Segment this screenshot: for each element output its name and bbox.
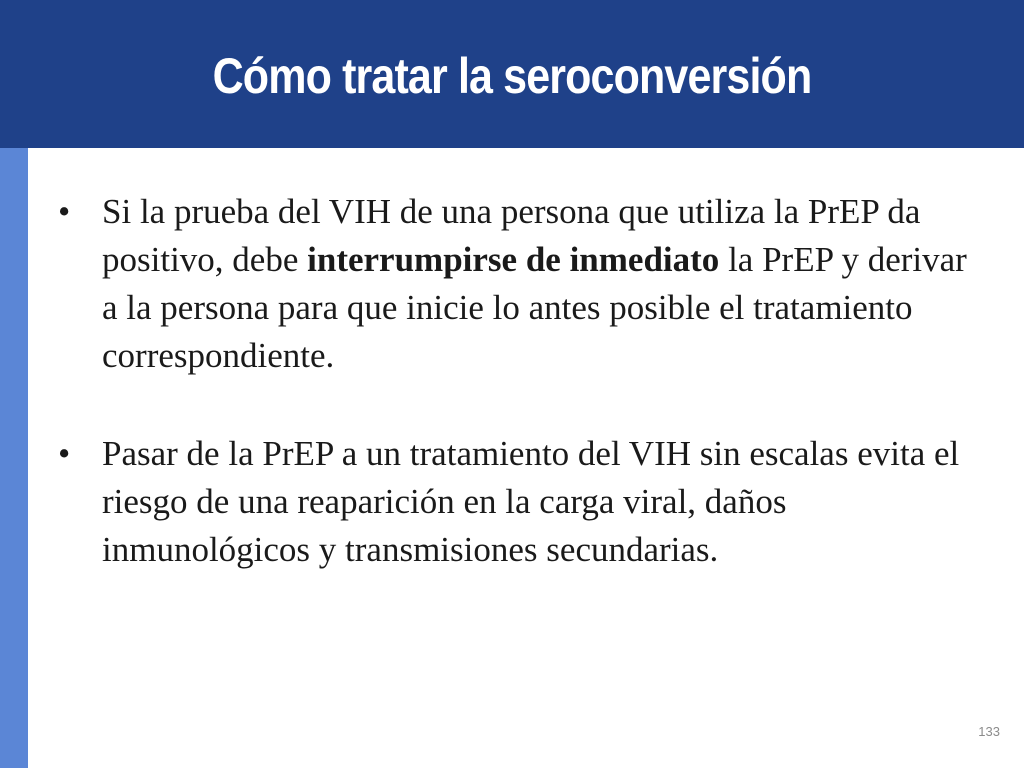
bullet-item-1 <box>58 188 988 380</box>
bullet-1-text-end: la PrEP y derivar a la persona para que inicie lo antes posible el tratamiento correspondiente. <box>102 240 967 375</box>
slide-title: Cómo tratar la seroconversión <box>212 48 812 104</box>
bullet-text-1 <box>102 192 967 375</box>
page-number: 133 <box>978 724 1000 739</box>
slide-content <box>58 188 988 574</box>
bullet-1-bold-text: interrumpirse de inmediato <box>307 240 720 279</box>
bullet-item-2 <box>58 430 988 574</box>
bullet-icon: • <box>58 192 71 231</box>
bullet-icon: • <box>58 434 71 473</box>
bullet-1-text-start: Si la prueba del VIH de una persona que utiliza la PrEP da positivo, debe <box>102 192 921 279</box>
side-accent-bar <box>0 148 28 768</box>
bullet-text-2: Pasar de la PrEP a un tratamiento del VIH sin escalas evita el riesgo de una reaparición en la carga viral, daños inmunológicos y transmisiones secundarias. <box>102 434 960 569</box>
